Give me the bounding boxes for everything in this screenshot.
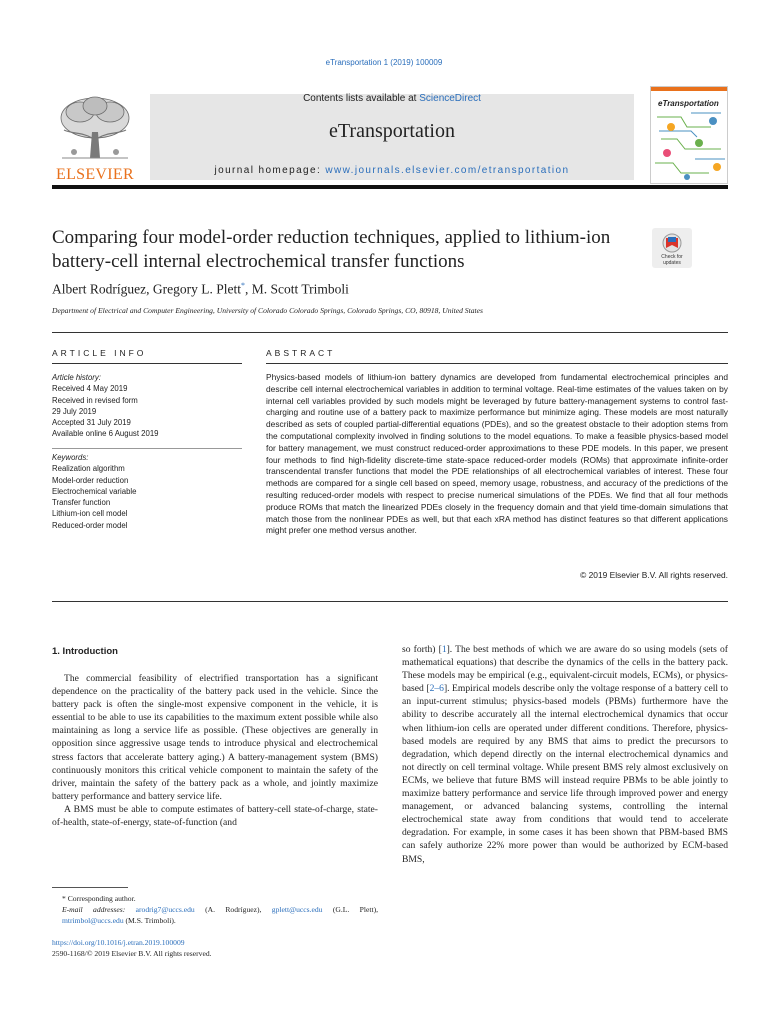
author-list	[52, 281, 349, 298]
email-addresses	[52, 904, 378, 926]
issn-copyright: 2590-1168/© 2019 Elsevier B.V. All rights reserved.	[52, 949, 212, 958]
crossmark-label: Check for updates	[661, 254, 683, 266]
reference-link[interactable]: 1	[441, 644, 447, 655]
article-title: Comparing four model-order reduction techniques, applied to lithium-ion battery-cell internal electrochemical transfer functions	[52, 227, 611, 272]
abstract-copyright: © 2019 Elsevier B.V. All rights reserved.	[580, 570, 728, 580]
homepage-prefix: journal homepage:	[214, 165, 326, 176]
email-link[interactable]: mtrimbol@uccs.edu	[62, 916, 124, 925]
text-run: ]. The best methods of which we are aware do so using models (sets of mathematical equations) that describe the dynamics of the cells in the battery pack. These models may be empirical (e.g., equivalent-circuit models, ECMs), or physics-based [	[402, 644, 728, 695]
info-top-rule	[52, 332, 728, 333]
keywords-block	[52, 452, 242, 531]
journal-title: eTransportation	[329, 120, 455, 142]
check-for-updates-badge[interactable]	[652, 228, 692, 268]
email-owner: (M.S. Trimboli).	[123, 916, 176, 925]
cover-journal-title: eTransportation	[658, 99, 719, 108]
journal-citation-link[interactable]: eTransportation 1 (2019) 100009	[325, 58, 443, 67]
abstract-label-rule	[266, 363, 728, 364]
article-history	[52, 372, 242, 440]
email-label: E-mail addresses:	[62, 905, 126, 914]
corresponding-author-mark[interactable]: *	[240, 281, 245, 290]
email-link[interactable]: arodrig7@uccs.edu	[135, 905, 195, 914]
footnote	[52, 893, 378, 926]
history-item: Accepted 31 July 2019	[52, 418, 131, 428]
abstract-text: Physics-based models of lithium-ion battery dynamics are developed from fundamental electrochemical principles and describe cell internal electrochemical variables in addition to terminal voltage. Real-time estimates of the values taken on by internal cell variables provided by such models might be leveraged by future battery-management systems to control fast-charging and routine use of a battery pack to maximize performance but minimize aging. These models are most naturally described as sets of coupled partial-differential equations (PDEs), and so the greatest obstacle to their adoption stems from the computational complexity involved in finding solutions to the model equations. To make a feasible physics-based model for battery management, we must construct reduced-order approximations to these PDE models. In this paper, we present four methods to find high-fidelity discrete-time state-space reduced-order models (ROMs) that approximate infinite-order transcendental transfer functions that model the PDE relationships of all electrochemical variables of interest. These four methods are compared for a single cell based on speed, memory usage, robustness, and accuracy of the predictions of the resulting reduced-order models with respect to precise numerical simulations of the PDEs. We find that all four methods produce ROMs that match the linearized PDEs closely in the frequency domain and that yield time-domain simulations that match those from the nonlinear PDEs as well, but that each xRA method has distinct features so that different applications might prefer one method versus another.	[266, 372, 728, 536]
intro-paragraph: The commercial feasibility of electrified transportation has a significant dependence on the practicality of the battery pack used in the vehicle. Since the battery pack is often the single-most expensive component in the vehicle, it is essential to be able to use its capabilities to the maximum extent possible while also maintaining as long a service life as possible. (These objectives are generally in opposition since aggressive usage tends to introduce physical and electrochemical stress factors that accelerate battery aging.) A battery-management system (BMS) continuously monitors this critical vehicle component to maintain the safety of the driver, maintain the safety of the battery pack as a whole, and jointly maximize battery performance and battery service life.	[52, 673, 378, 802]
text-run: ]. Empirical models describe only the voltage response of a battery cell to an input-current stimulus; physics-based models (PBMs) furthermore have the ability to describe accurately all the internal electrochemical dynamics that occur when lithium-ion cells are operated under different conditions. Therefore, physics-based models are required by any BMS that aims to predict the precursors to degradation, which depend directly on the internal electrochemical dynamics and not directly on cell terminal voltage. While present BMS rely almost exclusively on ECMs, we believe that future BMS will instead require PBMs to be able jointly to maximize battery performance and service life through improved power and energy management, or advanced balancing systems, controlling the internal electrochemical state away from conditions that would tend to accelerate degradation. For example, in some cases it has been shown that PBM-based BMS can safely authorize 22% more power than would be authorized by ECM-based BMS,	[402, 683, 729, 865]
history-item: Received 4 May 2019	[52, 384, 128, 394]
article-history-heading: Article history:	[52, 373, 101, 382]
body-column-right	[402, 643, 728, 866]
homepage-link[interactable]: www.journals.elsevier.com/etransportation	[325, 165, 570, 176]
body-column-left	[52, 672, 378, 829]
article-info-label: ARTICLE INFO	[52, 348, 147, 358]
section-heading-introduction: 1. Introduction	[52, 646, 118, 657]
email-owner: (A. Rodríguez),	[194, 905, 272, 914]
history-item: Available online 6 August 2019	[52, 429, 159, 439]
keyword-item: Transfer function	[52, 498, 111, 508]
keywords-heading: Keywords:	[52, 453, 89, 462]
elsevier-wordmark: ELSEVIER	[56, 166, 134, 183]
keyword-item: Electrochemical variable	[52, 486, 137, 496]
keyword-item: Model-order reduction	[52, 475, 129, 485]
keyword-item: Realization algorithm	[52, 464, 125, 474]
contents-prefix: Contents lists available at	[303, 93, 420, 104]
authors-last: , M. Scott Trimboli	[244, 281, 349, 297]
doi-link[interactable]: https://doi.org/10.1016/j.etran.2019.100009	[52, 938, 185, 947]
keywords-rule	[52, 448, 242, 449]
corresponding-author-note: * Corresponding author.	[62, 894, 136, 903]
journal-homepage-line	[150, 165, 634, 176]
sciencedirect-link[interactable]: ScienceDirect	[419, 93, 481, 104]
keyword-item: Lithium-ion cell model	[52, 509, 128, 519]
author-affiliation: Department of Electrical and Computer Engineering, University of Colorado Colorado Springs, Colorado Springs, CO, 80918, United States	[52, 306, 483, 315]
authors-first: Albert Rodríguez, Gregory L. Plett	[52, 281, 241, 297]
email-owner: (G.L. Plett),	[322, 905, 378, 914]
footnote-rule	[52, 887, 128, 888]
intro-paragraph-continued	[402, 643, 728, 866]
intro-paragraph: A BMS must be able to compute estimates of battery-cell state-of-charge, state-of-health, state-of-energy, state-of-function (and	[52, 803, 378, 829]
history-item: 29 July 2019	[52, 406, 97, 416]
text-run: so forth) [	[402, 644, 442, 655]
keyword-item: Reduced-order model	[52, 520, 128, 530]
contents-line	[150, 93, 634, 104]
history-item: Received in revised form	[52, 395, 138, 405]
email-link[interactable]: gplett@uccs.edu	[271, 905, 323, 914]
reference-link[interactable]: 2–6	[429, 683, 444, 695]
header-divider	[52, 185, 728, 189]
abstract-bottom-rule	[52, 601, 728, 602]
abstract-label: ABSTRACT	[266, 348, 336, 358]
info-label-rule	[52, 363, 242, 364]
